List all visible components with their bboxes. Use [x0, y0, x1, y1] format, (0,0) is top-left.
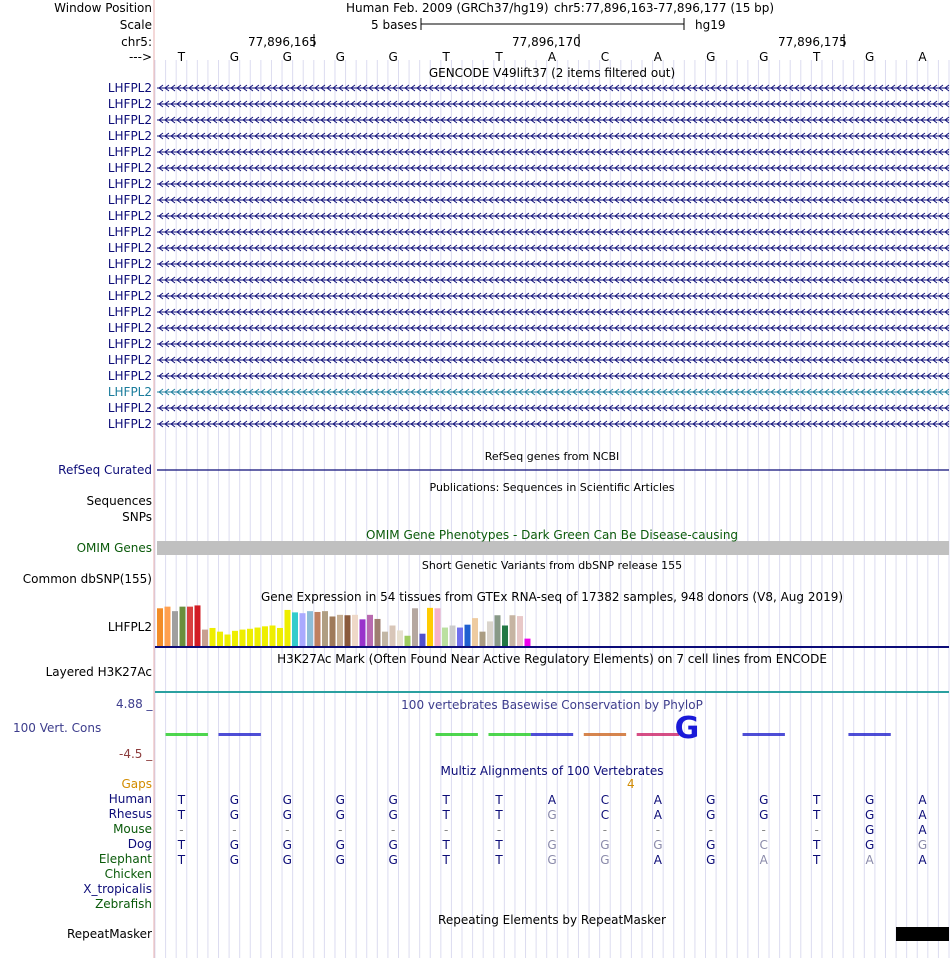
gtex-bar	[217, 632, 223, 646]
alignment-base: T	[812, 808, 821, 822]
phylop-mark	[848, 733, 890, 736]
gtex-title[interactable]: Gene Expression in 54 tissues from GTEx RNA-seq of 17382 samples, 948 donors (V8, Aug 2019)	[260, 590, 844, 604]
alignment-base: G	[917, 838, 928, 852]
phylop-mark	[531, 733, 573, 736]
alignment-base: G	[388, 838, 398, 852]
alignment-base: G	[864, 838, 875, 852]
position-text: chr5:77,896,163-77,896,177 (15 bp)	[554, 1, 775, 15]
alignment-base: T	[495, 838, 503, 852]
gtex-bar	[487, 621, 493, 646]
alignment-base: G	[229, 853, 240, 867]
alignment-base: -	[496, 823, 502, 837]
strand-label: --->	[128, 50, 152, 64]
alignment-base: C	[600, 808, 610, 822]
gencode-gene-label[interactable]: LHFPL2	[107, 97, 152, 111]
alignment-base: -	[655, 823, 661, 837]
alignment-base: T	[495, 793, 503, 807]
gtex-label[interactable]: LHFPL2	[107, 620, 152, 634]
species-label[interactable]: X_tropicalis	[83, 882, 152, 896]
repeatmasker-title[interactable]: Repeating Elements by RepeatMasker	[438, 913, 666, 927]
gtex-bar	[157, 608, 163, 646]
alignment-base: G	[335, 838, 345, 852]
omim-bar	[157, 541, 949, 555]
gencode-gene-label[interactable]: LHFPL2	[107, 273, 152, 287]
alignment-base: A	[918, 823, 927, 837]
gtex-bar	[457, 628, 463, 646]
repeatmasker-label[interactable]: RepeatMasker	[66, 927, 152, 941]
dna-base: G	[706, 50, 716, 64]
phylop-logo-glyph: G	[674, 711, 700, 746]
repeatmasker-block	[896, 927, 949, 941]
h3k27ac-title[interactable]: H3K27Ac Mark (Often Found Near Active Regulatory Elements) on 7 cell lines from ENCODE	[277, 652, 827, 666]
alignment-base: T	[442, 853, 450, 867]
alignment-base: T	[442, 793, 450, 807]
alignment-base: G	[282, 808, 292, 822]
gtex-bar	[232, 631, 238, 646]
alignment-base: -	[179, 823, 184, 837]
alignment-base: C	[759, 838, 768, 852]
publications-title[interactable]: Publications: Sequences in Scientific Articles	[429, 481, 675, 494]
gencode-gene-label[interactable]: LHFPL2	[107, 305, 152, 319]
alignment-base: -	[443, 823, 449, 837]
gencode-gene-label[interactable]: LHFPL2	[107, 177, 152, 191]
alignment-base: T	[177, 838, 186, 852]
dna-base: A	[653, 50, 662, 64]
gtex-bar	[247, 629, 253, 646]
gtex-bar	[472, 618, 478, 646]
alignment-base: G	[335, 808, 345, 822]
alignment-base: G	[335, 853, 345, 867]
gtex-bar	[172, 611, 178, 646]
gencode-gene-label[interactable]: LHFPL2	[107, 193, 152, 207]
gtex-bar	[165, 607, 171, 646]
gtex-bar	[300, 613, 306, 646]
alignment-base: -	[602, 823, 608, 837]
alignment-base: G	[706, 808, 716, 822]
gtex-bar	[315, 612, 321, 646]
alignment-base: G	[282, 838, 292, 852]
gtex-bar	[435, 608, 441, 646]
gencode-title[interactable]: GENCODE V49lift37 (2 items filtered out)	[428, 66, 676, 80]
alignment-base: G	[547, 853, 557, 867]
species-label[interactable]: Chicken	[104, 867, 152, 881]
gtex-bar	[262, 626, 268, 646]
gtex-bar	[480, 632, 486, 646]
species-label[interactable]: Mouse	[113, 822, 152, 836]
phylop-mark	[584, 733, 626, 736]
pub-snps-label[interactable]: SNPs	[122, 510, 152, 524]
alignment-base: G	[547, 838, 557, 852]
gtex-bar	[442, 628, 448, 646]
alignment-base: A	[918, 793, 927, 807]
alignment-base: G	[706, 793, 716, 807]
alignment-base: G	[547, 808, 557, 822]
alignment-base: T	[812, 793, 821, 807]
alignment-base: G	[229, 793, 240, 807]
alignment-base: G	[388, 793, 398, 807]
dna-base: G	[759, 50, 769, 64]
gtex-bar	[397, 630, 403, 646]
alignment-base: T	[177, 793, 186, 807]
species-label[interactable]: Zebrafish	[95, 897, 152, 911]
alignment-base: T	[442, 808, 450, 822]
gtex-bar	[337, 615, 343, 646]
alignment-base: T	[812, 853, 821, 867]
alignment-base: G	[706, 853, 716, 867]
gtex-bar	[202, 630, 208, 646]
alignment-base: A	[865, 853, 874, 867]
alignment-base: A	[918, 808, 927, 822]
dna-base: G	[388, 50, 398, 64]
alignment-base: G	[600, 853, 610, 867]
phylop-ymin: -4.5 _	[119, 747, 153, 761]
dna-base: T	[495, 50, 503, 64]
gtex-bar	[270, 626, 276, 647]
alignment-base: A	[759, 853, 768, 867]
omim-title[interactable]: OMIM Gene Phenotypes - Dark Green Can Be Disease-causing	[365, 528, 739, 542]
gtex-bar	[412, 608, 418, 646]
alignment-base: T	[177, 808, 186, 822]
alignment-base: G	[282, 853, 292, 867]
gtex-bar	[450, 626, 456, 647]
gtex-bar	[330, 616, 336, 646]
gtex-bar	[307, 611, 313, 646]
dna-base: G	[229, 50, 240, 64]
phylop-label[interactable]: 100 Vert. Cons	[13, 721, 102, 735]
alignment-base: T	[177, 853, 186, 867]
assembly-title: Human Feb. 2009 (GRCh37/hg19)	[346, 1, 549, 15]
phylop-mark	[436, 733, 478, 736]
gtex-bar	[285, 610, 291, 646]
gtex-bar	[352, 615, 358, 646]
alignment-base: G	[388, 808, 398, 822]
phylop-mark	[637, 733, 679, 736]
coord-tick-2: 77,896,170	[512, 35, 581, 49]
alignment-base: -	[338, 823, 343, 837]
dbsnp-label[interactable]: Common dbSNP(155)	[22, 572, 152, 586]
gencode-gene-label[interactable]: LHFPL2	[107, 161, 152, 175]
dna-base: G	[335, 50, 345, 64]
alignment-base: G	[864, 808, 875, 822]
refseq-title[interactable]: RefSeq genes from NCBI	[484, 450, 620, 463]
phylop-ymax: 4.88 _	[116, 697, 153, 711]
phylop-mark	[166, 733, 208, 736]
alignment-base: G	[335, 793, 345, 807]
alignment-base: -	[814, 823, 819, 837]
gtex-bar	[240, 630, 246, 646]
gtex-bar	[292, 612, 298, 646]
alignment-base: -	[761, 823, 766, 837]
alignment-base: -	[549, 823, 555, 837]
gtex-bar	[510, 615, 516, 646]
dna-base: T	[812, 50, 821, 64]
gtex-bar	[525, 639, 531, 646]
species-label[interactable]: Dog	[127, 837, 152, 851]
gencode-gene-label[interactable]: LHFPL2	[107, 241, 152, 255]
gencode-gene-label[interactable]: LHFPL2	[107, 81, 152, 95]
dna-base: A	[547, 50, 557, 64]
alignment-base: G	[229, 808, 240, 822]
gtex-bar	[517, 616, 523, 646]
alignment-base: A	[653, 793, 662, 807]
species-label[interactable]: Rhesus	[108, 807, 152, 821]
window-position-label: Window Position	[54, 1, 152, 15]
alignment-base: G	[388, 853, 398, 867]
phylop-mark	[219, 733, 261, 736]
alignment-base: -	[391, 823, 396, 837]
gtex-bar	[375, 619, 381, 646]
dna-base: G	[864, 50, 875, 64]
dbsnp-title[interactable]: Short Genetic Variants from dbSNP release 155	[421, 559, 683, 572]
alignment-base: G	[282, 793, 292, 807]
dna-base: T	[177, 50, 186, 64]
alignment-base: G	[229, 838, 240, 852]
gencode-gene-label[interactable]: LHFPL2	[107, 401, 152, 415]
gtex-bar	[195, 605, 201, 646]
alignment-base: T	[812, 838, 821, 852]
alignment-base: G	[600, 838, 610, 852]
multiz-title[interactable]: Multiz Alignments of 100 Vertebrates	[440, 764, 664, 778]
alignment-base: T	[495, 853, 503, 867]
h3k27ac-label[interactable]: Layered H3K27Ac	[45, 665, 152, 679]
gencode-gene-label[interactable]: LHFPL2	[107, 225, 152, 239]
alignment-base: -	[708, 823, 713, 837]
gtex-bar	[225, 635, 231, 646]
alignment-base: G	[706, 838, 716, 852]
gencode-gene-label[interactable]: LHFPL2	[107, 385, 152, 399]
gtex-bar	[187, 607, 193, 646]
gencode-gene-label[interactable]: LHFPL2	[107, 417, 152, 431]
gtex-bar	[382, 632, 388, 646]
dna-base: C	[600, 50, 610, 64]
gencode-gene-label[interactable]: LHFPL2	[107, 209, 152, 223]
gtex-bar	[277, 628, 283, 646]
gtex-bar	[180, 607, 186, 646]
gtex-bar	[367, 615, 373, 646]
dna-base: G	[282, 50, 292, 64]
gtex-bar	[390, 626, 396, 647]
alignment-base: G	[759, 808, 769, 822]
phylop-mark	[743, 733, 785, 736]
gtex-bar	[210, 628, 216, 646]
omim-label[interactable]: OMIM Genes	[76, 541, 152, 555]
scale-label: Scale	[119, 18, 152, 32]
alignment-base: A	[653, 808, 662, 822]
alignment-base: A	[547, 793, 557, 807]
phylop-mark	[488, 733, 530, 736]
gtex-bar	[405, 636, 411, 646]
gtex-bar	[465, 625, 471, 646]
gencode-gene-label[interactable]: LHFPL2	[107, 113, 152, 127]
gencode-gene-label[interactable]: LHFPL2	[107, 145, 152, 159]
gencode-gene-label[interactable]: LHFPL2	[107, 321, 152, 335]
scale-db: hg19	[695, 18, 726, 32]
gtex-bar	[360, 619, 366, 646]
alignment-base: G	[759, 793, 769, 807]
alignment-base: T	[442, 838, 450, 852]
gencode-gene-label[interactable]: LHFPL2	[107, 289, 152, 303]
dna-base: A	[918, 50, 927, 64]
alignment-base: G	[864, 823, 875, 837]
gencode-gene-label[interactable]: LHFPL2	[107, 337, 152, 351]
gtex-bar	[427, 608, 433, 646]
alignment-base: A	[653, 853, 662, 867]
gencode-gene-label[interactable]: LHFPL2	[107, 353, 152, 367]
coord-tick-1: 77,896,165	[248, 35, 317, 49]
gencode-gene-label[interactable]: LHFPL2	[107, 257, 152, 271]
gaps-label[interactable]: Gaps	[121, 777, 152, 791]
gtex-bar	[420, 634, 426, 646]
refseq-label[interactable]: RefSeq Curated	[58, 463, 152, 477]
coord-tick-3: 77,896,175	[778, 35, 847, 49]
alignment-base: -	[232, 823, 237, 837]
pub-sequences-label[interactable]: Sequences	[86, 494, 152, 508]
chrom-label: chr5:	[121, 35, 152, 49]
gtex-bar	[495, 615, 501, 646]
gencode-gene-label[interactable]: LHFPL2	[107, 369, 152, 383]
alignment-base: G	[653, 838, 663, 852]
gtex-bar	[255, 628, 261, 646]
alignment-base: C	[600, 793, 610, 807]
dna-base: T	[442, 50, 450, 64]
species-label[interactable]: Elephant	[98, 852, 152, 866]
gtex-bar	[345, 615, 351, 646]
alignment-base: G	[864, 793, 875, 807]
gap-count: 4	[627, 777, 635, 791]
alignment-base: -	[285, 823, 290, 837]
phylop-title[interactable]: 100 vertebrates Basewise Conservation by PhyloP	[401, 698, 703, 712]
species-label[interactable]: Human	[108, 792, 152, 806]
gtex-bar	[322, 611, 328, 646]
gencode-gene-label[interactable]: LHFPL2	[107, 129, 152, 143]
alignment-base: T	[495, 808, 503, 822]
scale-bar-text: 5 bases	[371, 18, 418, 32]
alignment-base: A	[918, 853, 927, 867]
gtex-bar	[502, 626, 508, 647]
